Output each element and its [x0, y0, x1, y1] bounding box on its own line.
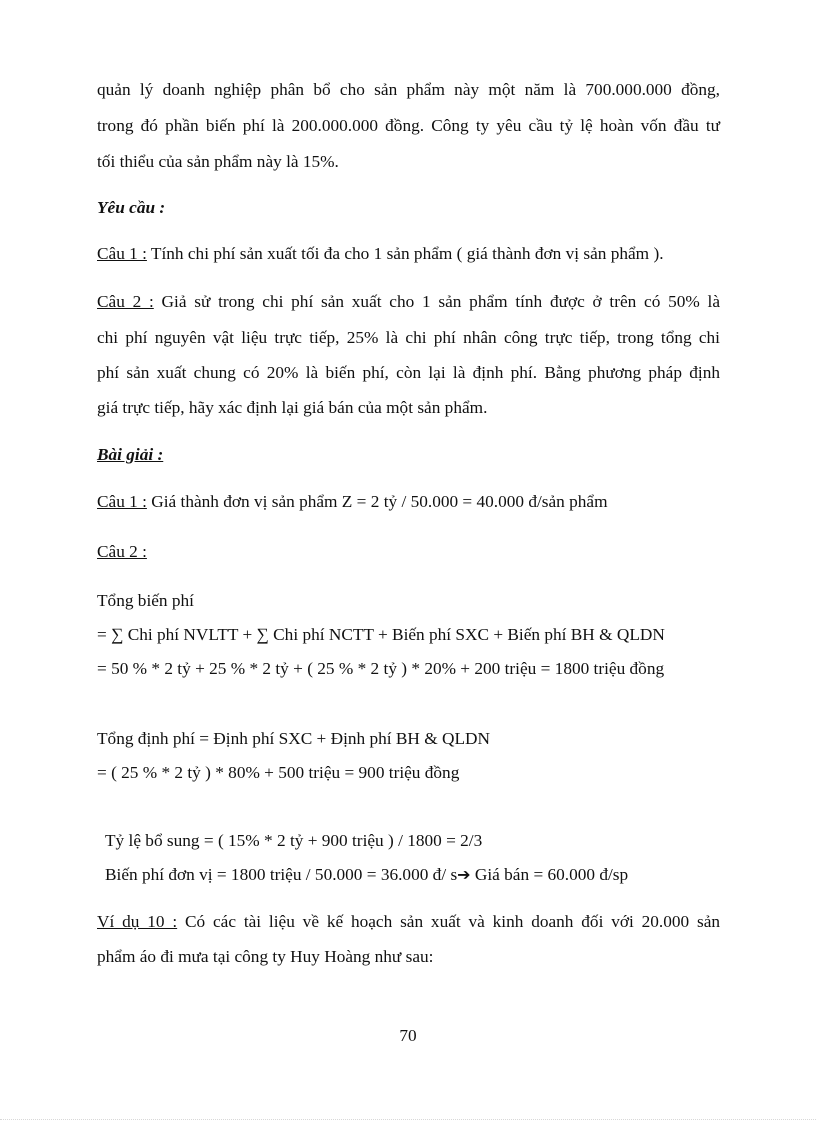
intro-line-3: tối thiểu của sản phẩm này là 15%. — [97, 152, 339, 171]
requirements-heading: Yêu cầu : — [97, 198, 166, 217]
requirement-1-text: Tính chi phí sản xuất tối đa cho 1 sản phẩm ( giá thành đơn vị sản phẩm ). — [146, 244, 664, 263]
selling-price-text: Giá bán = 60.000 đ/sp — [470, 865, 629, 884]
unit-variable-cost-text: Biến phí đơn vị = 1800 triệu / 50.000 = 36.000 đ/ s — [105, 865, 458, 884]
solution-2-label — [97, 540, 720, 564]
markup-rate: Tỷ lệ bổ sung = ( 15% * 2 tỷ + 900 triệu ) / 1800 = 2/3 — [105, 831, 483, 850]
requirement-2-line-1 — [97, 290, 720, 314]
total-variable-cost-label: Tổng biến phí — [97, 591, 194, 610]
solution-heading: Bài giải : — [97, 445, 164, 464]
fixed-cost-formula: Tổng định phí = Định phí SXC + Định phí BH & QLDN — [97, 729, 490, 748]
solution-1 — [97, 490, 720, 514]
variable-cost-calculation: = 50 % * 2 tỷ + 25 % * 2 tỷ + ( 25 % * 2 tỷ ) * 20% + 200 triệu = 1800 triệu đồng — [97, 659, 665, 678]
solution-1-label: Câu 1 : — [97, 492, 147, 511]
example-10-text: Có các tài liệu về kế hoạch sản xuất và kinh doanh đối với 20.000 sản — [177, 912, 721, 931]
variable-cost-formula: = ∑ Chi phí NVLTT + ∑ Chi phí NCTT + Biến phí SXC + Biến phí BH & QLDN — [97, 625, 665, 644]
example-10-line-1 — [97, 910, 720, 934]
example-10-label: Ví dụ 10 : — [97, 912, 178, 931]
requirement-1-label: Câu 1 : — [97, 244, 147, 263]
page-number: 70 — [399, 1026, 417, 1045]
example-10-line-2: phẩm áo đi mưa tại công ty Huy Hoàng như sau: — [97, 947, 434, 966]
requirement-2-text: Giả sử trong chi phí sản xuất cho 1 sản phẩm tính được ở trên có 50% là — [153, 292, 720, 311]
intro-line-2: trong đó phần biến phí là 200.000.000 đồng. Công ty yêu cầu tỷ lệ hoàn vốn đầu tư — [97, 116, 720, 135]
requirement-2-line-4: giá trực tiếp, hãy xác định lại giá bán của một sản phẩm. — [97, 398, 488, 417]
unit-variable-cost — [105, 863, 728, 887]
intro-line-1: quản lý doanh nghiệp phân bổ cho sản phẩm này một năm là 700.000.000 đồng, — [97, 80, 720, 99]
requirement-2-line-3: phí sản xuất chung có 20% là biến phí, còn lại là định phí. Bằng phương pháp định — [97, 363, 720, 382]
arrow-right-icon: ➔ — [457, 865, 471, 884]
requirement-2-line-2: chi phí nguyên vật liệu trực tiếp, 25% là chi phí nhân công trực tiếp, trong tổng chi — [97, 328, 720, 347]
solution-1-text: Giá thành đơn vị sản phẩm Z = 2 tỷ / 50.000 = 40.000 đ/sản phẩm — [146, 492, 608, 511]
page-edge-divider — [0, 1119, 816, 1120]
requirement-1 — [97, 242, 720, 266]
fixed-cost-calculation: = ( 25 % * 2 tỷ ) * 80% + 500 triệu = 900 triệu đồng — [97, 763, 460, 782]
solution-2-label-text: Câu 2 : — [97, 542, 147, 561]
requirement-2-label: Câu 2 : — [97, 292, 154, 311]
